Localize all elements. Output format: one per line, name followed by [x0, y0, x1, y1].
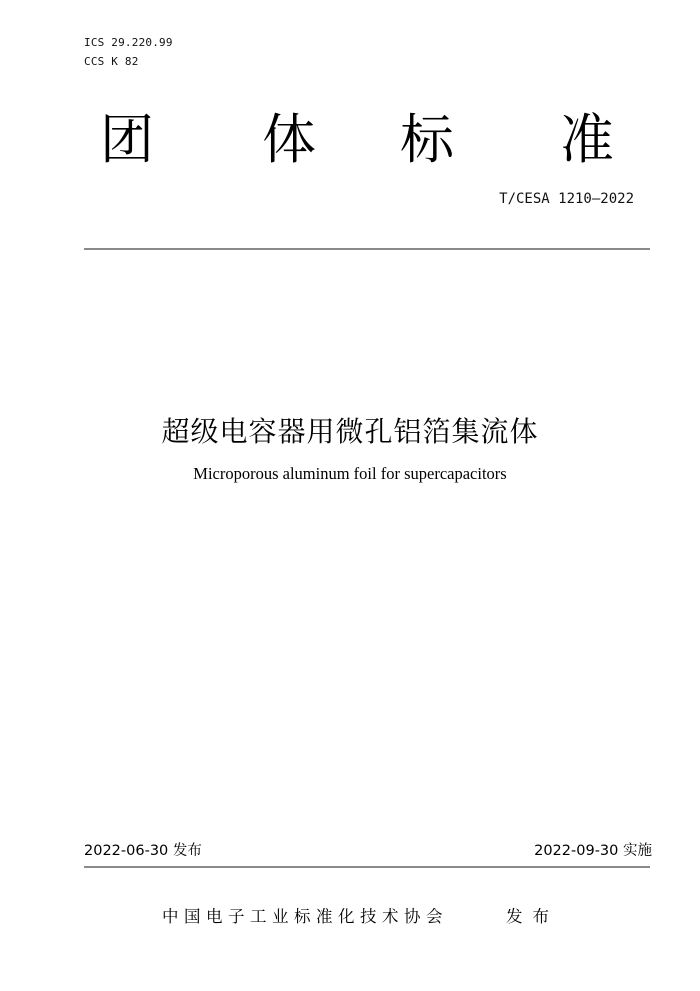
standard-type-char-1: 团: [100, 108, 154, 171]
standard-type-char-2: 体: [262, 108, 316, 171]
title-english: Microporous aluminum foil for supercapacitors: [193, 464, 507, 483]
standard-type-char-4: 准: [560, 108, 614, 171]
standard-type-char-3: 标: [400, 108, 454, 171]
title-chinese: 超级电容器用微孔铝箔集流体: [161, 415, 539, 448]
ccs-code: CCS K 82: [84, 55, 139, 68]
bottom-divider: [84, 866, 650, 868]
issuing-organization: 中国电子工业标准化技术协会: [162, 907, 448, 926]
publish-date: 2022-06-30 发布: [84, 843, 202, 859]
ics-code: ICS 29.220.99: [84, 36, 173, 49]
issue-action-label: 发布: [506, 907, 559, 926]
standard-number: T/CESA 1210—2022: [499, 191, 634, 207]
implementation-date: 2022-09-30 实施: [534, 843, 652, 859]
top-divider: [84, 248, 650, 250]
